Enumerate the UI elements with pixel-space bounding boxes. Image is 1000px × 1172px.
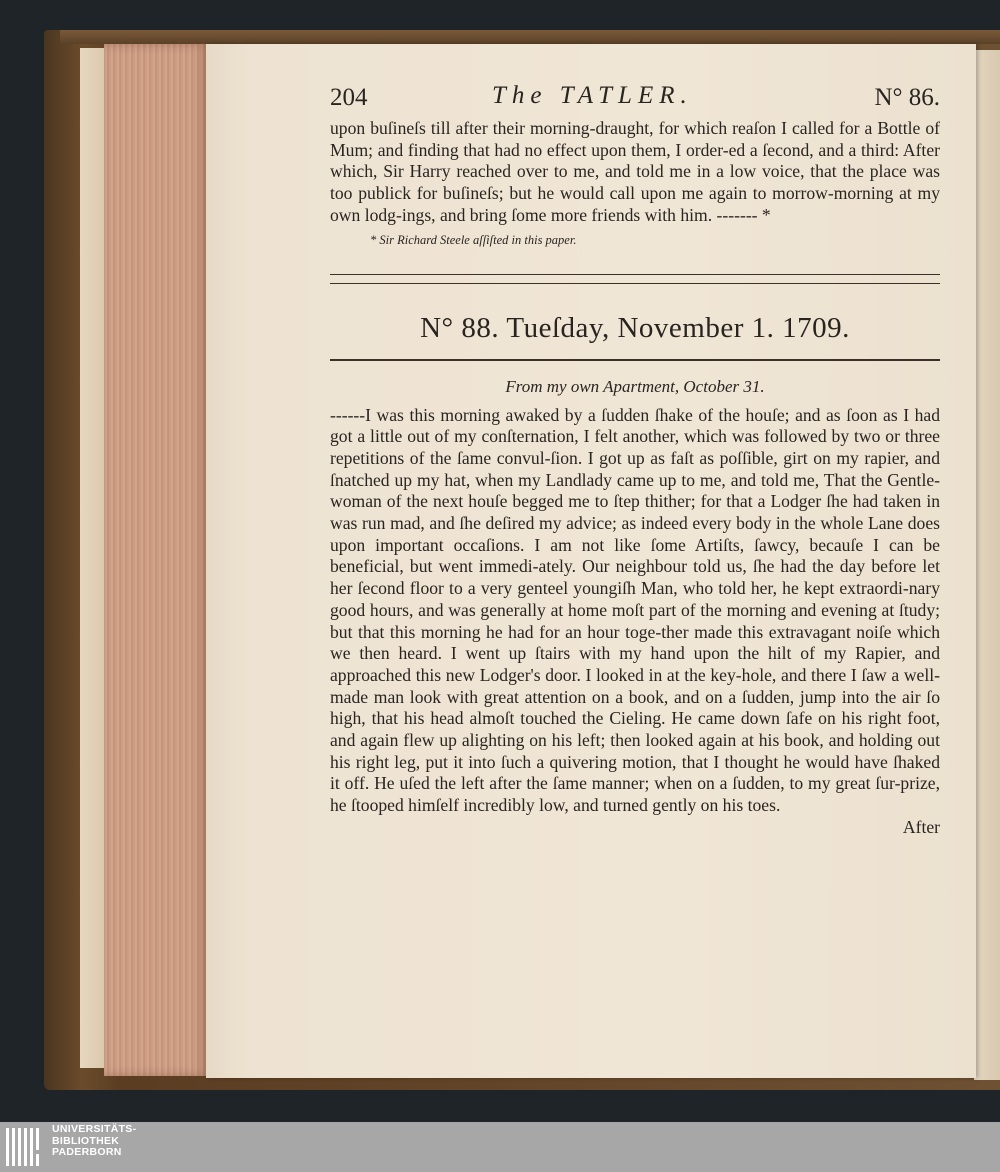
page-content	[330, 78, 940, 839]
library-name-line1: UNIVERSITÄTS-	[52, 1123, 137, 1135]
top-paragraph: upon buſineſs till after their morning-draught, for which reaſon I called for a Bottle of Mum; and finding that had no effect upon them, I order-ed a ſecond, and a third: After which, Sir Harry reached over to me, and told me in a low voice, that the place was too publick for buſineſs; but he would call upon me again to morrow-morning at my own lodg-ings, and bring ſome more friends with him. ------- *	[330, 118, 940, 225]
page-edge	[80, 48, 106, 1068]
library-logo-icon	[4, 1124, 44, 1170]
dateline: From my own Apartment, October 31.	[505, 376, 765, 396]
library-name-line3: PADERBORN	[52, 1146, 122, 1158]
library-name	[52, 1124, 136, 1159]
page-number: 204	[330, 84, 368, 111]
issue-heading: N° 88. Tueſday, November 1. 1709.	[420, 311, 850, 344]
footnote: * Sir Richard Steele aſſiſted in this paper.	[370, 232, 577, 247]
library-name-line2: BIBLIOTHEK	[52, 1134, 120, 1147]
publication-title: The TATLER.	[492, 82, 693, 109]
page-stack	[104, 44, 208, 1076]
running-issue-number: N° 86.	[874, 84, 940, 111]
library-footer	[0, 1122, 1000, 1172]
cover-top-edge	[60, 30, 1000, 44]
body-text: ------I was this morning awaked by a ſudden ſhake of the houſe; and as ſoon as I had got a little out of my conſternation, I felt another, which was followed by two or three repetitions of the ſame convul-ſion. I got up as faſt as poſſible, girt on my rapier, and ſnatched up my hat, when my Landlady came up to me, and told me, That the Gentle-woman of the next houſe begged me to ſtep thither; for that a Lodger ſhe had taken in was run mad, and ſhe deſired my advice; as indeed every body in the whole Lane does upon important occaſions. I am not like ſome Artiſts, ſawcy, becauſe I can be beneficial, but went immedi-ately. Our neighbour told us, ſhe had the day before let her ſecond floor to a very genteel youngiſh Man, who told her, he kept extraordi-nary good hours, and was generally at home moſt part of the morning and evening at ſtudy; but that this morning he had for an hour toge-ther made this extravagant noiſe which we then heard. I went up ſtairs with my hand upon the hilt of my Rapier, and approached this new Lodger's door. I looked in at the key-hole, and there I ſaw a well-made man look with great attention on a book, and on a ſudden, jump into the air ſo high, that his head almoſt touched the Cieling. He came down ſafe on his right foot, and again flew up alighting on his left; then looked again at his book, and holding out his right leg, put it into ſuch a quivering motion, that I thought he would have ſhaked it off. He uſed the left after the ſame manner; when on a ſudden, to my great ſur-prize, he ſtooped himſelf incredibly low, and turned gently on his toes.	[330, 404, 940, 816]
right-page-edge	[974, 50, 1000, 1080]
running-head	[330, 78, 940, 118]
catchword: After	[902, 816, 940, 837]
